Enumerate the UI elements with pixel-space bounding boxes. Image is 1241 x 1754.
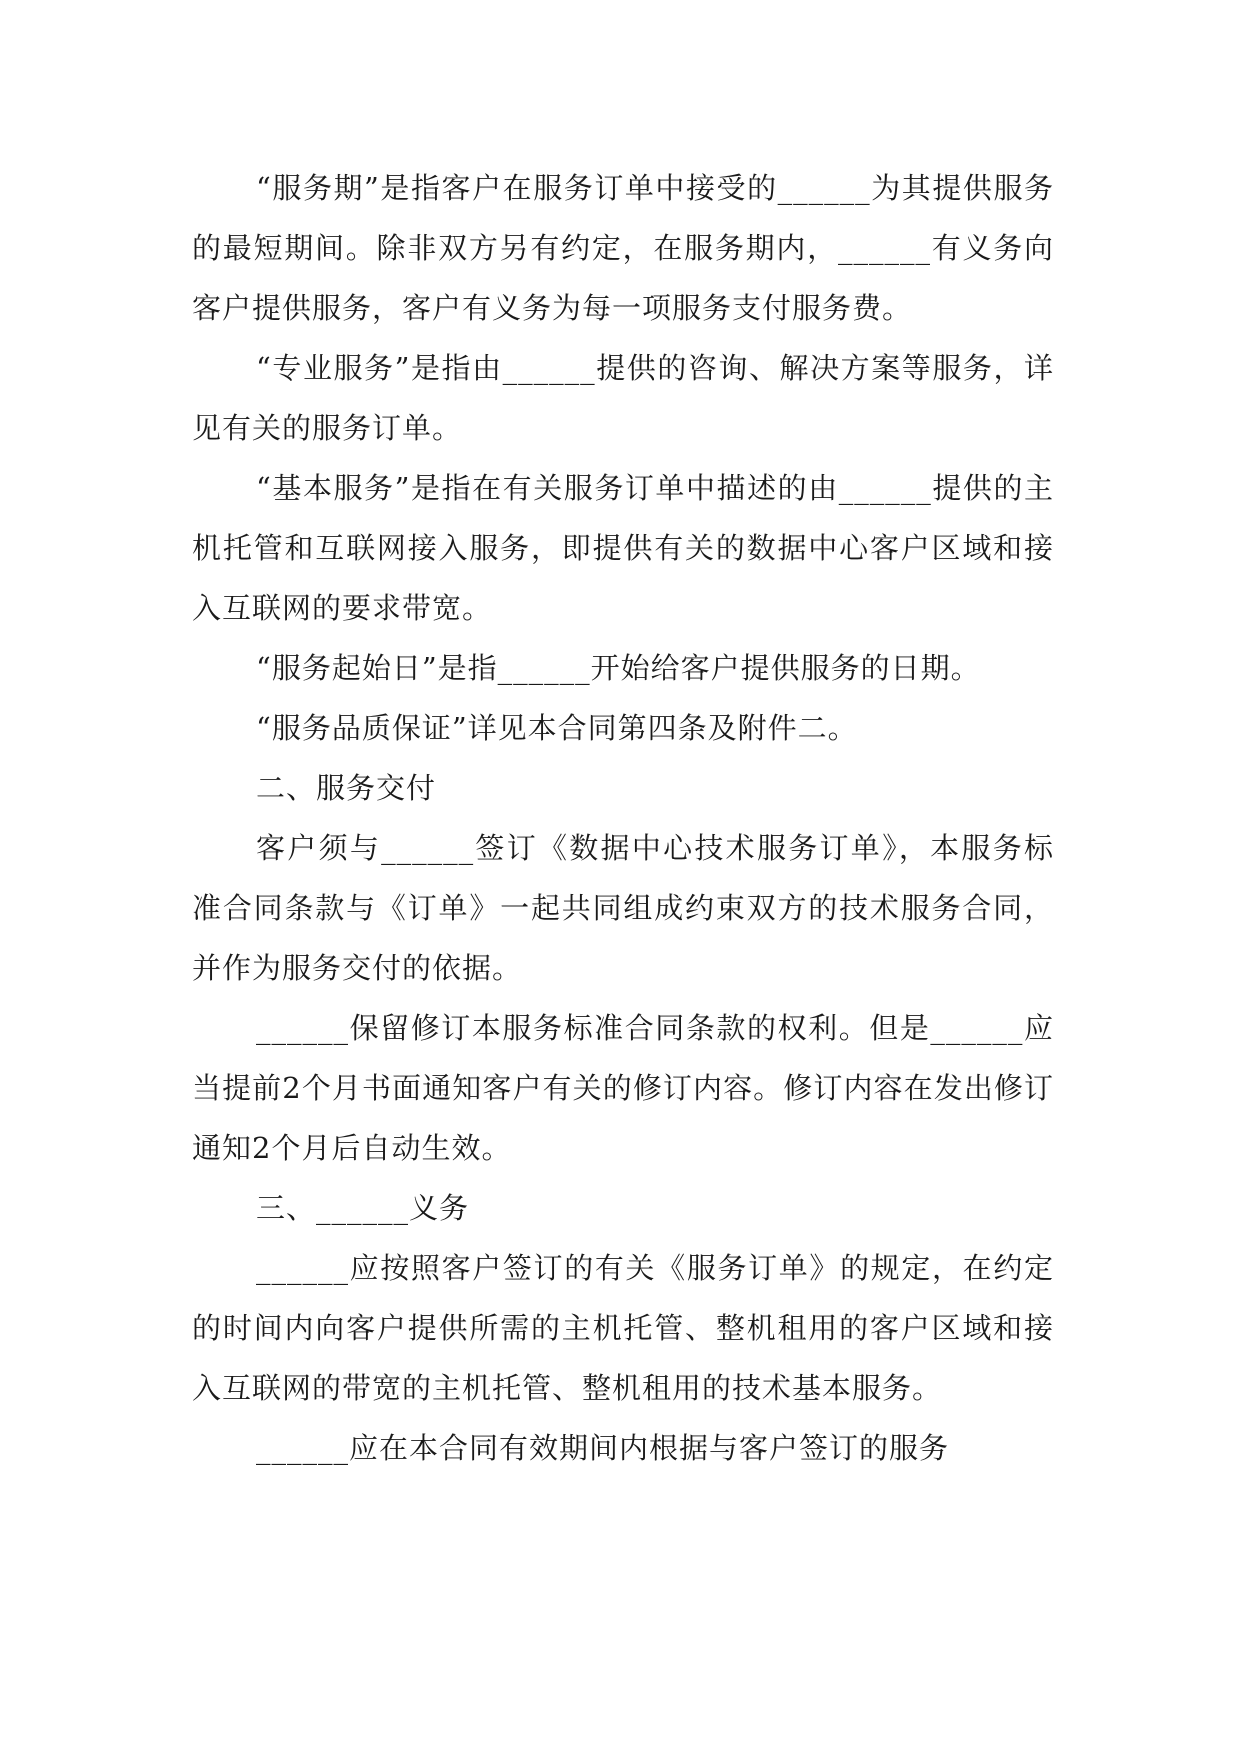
delivery-clause-order: 客户须与______签订《数据中心技术服务订单》，本服务标准合同条款与《订单》一起共同组成约束双方的技术服务合同，并作为服务交付的依据。 bbox=[192, 831, 1054, 985]
definition-professional-service: “专业服务”是指由______提供的咨询、解决方案等服务，详见有关的服务订单。 bbox=[192, 351, 1054, 445]
section-heading-obligations: 三、______义务 bbox=[256, 1191, 470, 1225]
definition-service-start-date: “服务起始日”是指______开始给客户提供服务的日期。 bbox=[256, 651, 981, 685]
definition-service-quality: “服务品质保证”详见本合同第四条及附件二。 bbox=[256, 711, 858, 745]
delivery-clause-revision: ______保留修订本服务标准合同条款的权利。但是______应当提前2个月书面通知客户有关的修订内容。修订内容在发出修订通知2个月后自动生效。 bbox=[192, 1011, 1054, 1165]
definition-service-period: “服务期”是指客户在服务订单中接受的______为其提供服务的最短期间。除非双方另有约定，在服务期内，______有义务向客户提供服务，客户有义务为每一项服务支付服务费。 bbox=[192, 171, 1054, 325]
definition-basic-service: “基本服务”是指在有关服务订单中描述的由______提供的主机托管和互联网接入服务，即提供有关的数据中心客户区域和接入互联网的要求带宽。 bbox=[192, 471, 1054, 625]
document-body bbox=[192, 158, 1054, 1478]
section-heading-delivery: 二、服务交付 bbox=[256, 771, 437, 805]
obligation-clause-provide: ______应按照客户签订的有关《服务订单》的规定，在约定的时间内向客户提供所需的主机托管、整机租用的客户区域和接入互联网的带宽的主机托管、整机租用的技术基本服务。 bbox=[192, 1251, 1054, 1405]
obligation-clause-continued: ______应在本合同有效期间内根据与客户签订的服务 bbox=[256, 1431, 950, 1465]
